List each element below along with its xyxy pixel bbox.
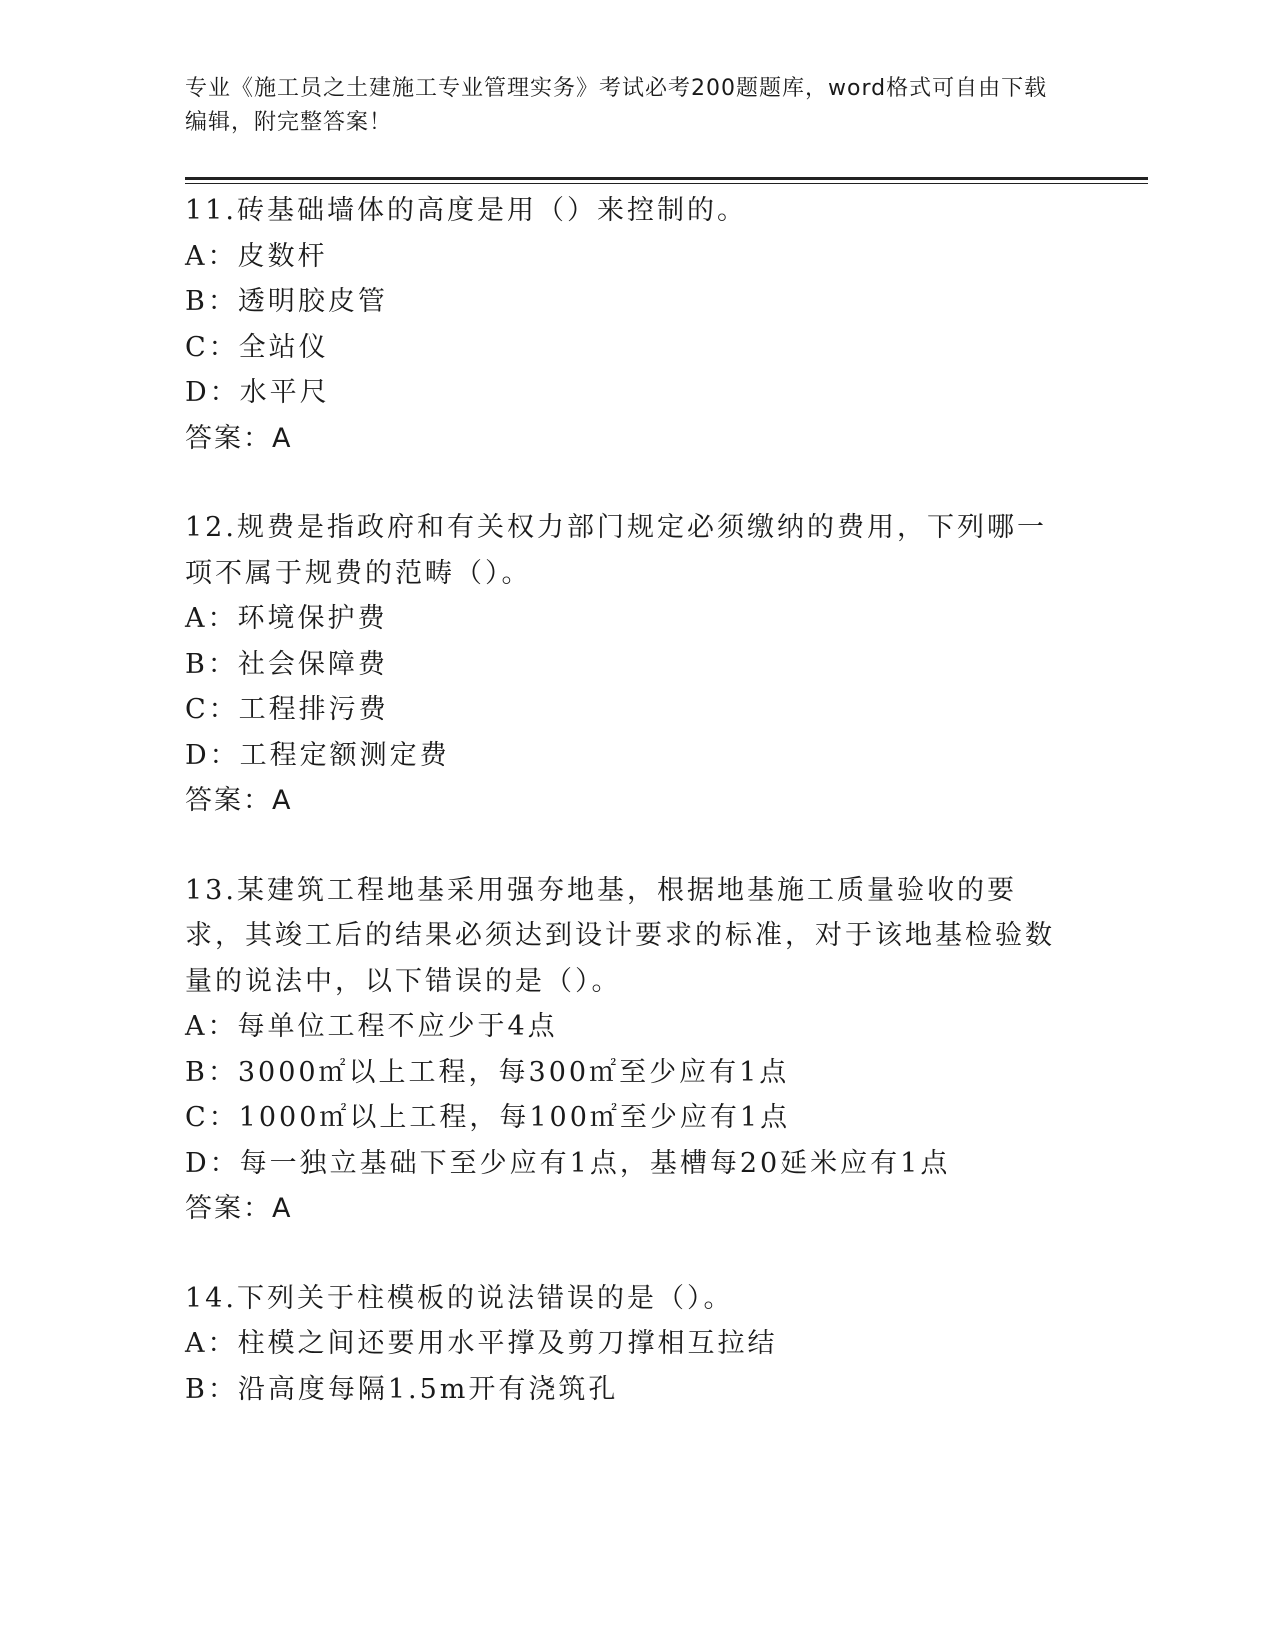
option-d: D：每一独立基础下至少应有1点，基槽每20延米应有1点 <box>185 1147 951 1179</box>
question-stem <box>185 505 1065 596</box>
answer: 答案：A <box>185 422 293 454</box>
option-d: D：工程定额测定费 <box>185 739 450 771</box>
option-a: A：皮数杆 <box>185 240 328 272</box>
question-stem <box>185 188 1065 234</box>
question-number: 12. <box>185 512 237 543</box>
option-a: A：柱模之间还要用水平撑及剪刀撑相互拉结 <box>185 1328 778 1359</box>
answer: 答案：A <box>185 785 293 816</box>
option-b: B：沿高度每隔1.5m开有浇筑孔 <box>185 1373 619 1405</box>
option-c: C：1000㎡以上工程，每100㎡至少应有1点 <box>185 1102 791 1133</box>
option-a: A：每单位工程不应少于4点 <box>185 1011 558 1042</box>
question-14 <box>185 1276 1085 1413</box>
question-text: 砖基础墙体的高度是用（）来控制的。 <box>236 195 747 226</box>
question-text: 下列关于柱模板的说法错误的是（）。 <box>236 1282 734 1314</box>
answer: 答案：A <box>185 1193 293 1224</box>
option-d: D：水平尺 <box>185 377 330 408</box>
option-c: C：工程排污费 <box>185 694 389 725</box>
option-b: B：透明胶皮管 <box>185 286 388 317</box>
question-text: 某建筑工程地基采用强夯地基，根据地基施工质量验收的要求，其竣工后的结果必须达到设计要求的标准，对于该地基检验数量的说法中，以下错误的是（）。 <box>185 874 1055 997</box>
question-13 <box>185 868 1085 1232</box>
question-12 <box>185 505 1085 824</box>
question-number: 13. <box>185 874 237 906</box>
document-header: 专业《施工员之土建施工专业管理实务》考试必考200题题库，word格式可自由下载编辑，附完整答案！ <box>185 76 1048 135</box>
header-divider-thin <box>185 183 1148 184</box>
option-a: A：环境保护费 <box>185 603 388 634</box>
question-11 <box>185 188 1085 461</box>
question-number: 14. <box>185 1282 237 1314</box>
question-number: 11. <box>185 195 237 226</box>
option-b: B：社会保障费 <box>185 648 388 680</box>
question-list <box>185 188 1085 1456</box>
question-text: 规费是指政府和有关权力部门规定必须缴纳的费用，下列哪一项不属于规费的范畴（）。 <box>185 512 1047 589</box>
option-b: B：3000㎡以上工程，每300㎡至少应有1点 <box>185 1056 790 1088</box>
option-c: C：全站仪 <box>185 331 329 363</box>
question-stem <box>185 868 1065 1005</box>
question-stem <box>185 1276 1065 1322</box>
header-divider-thick <box>185 177 1148 180</box>
